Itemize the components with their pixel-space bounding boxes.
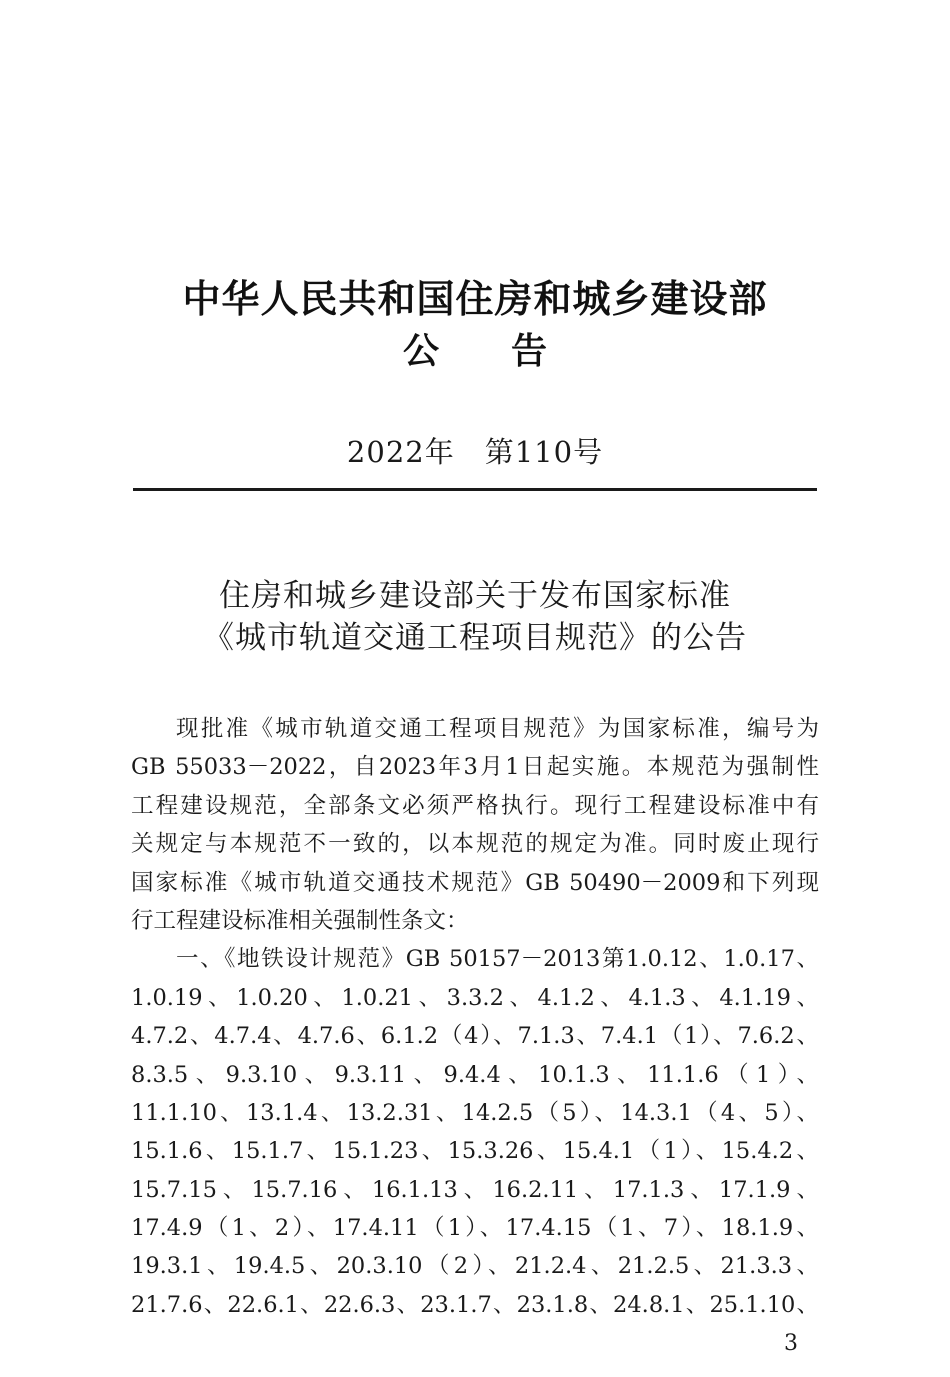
notice-heading: 公告: [402, 331, 619, 372]
page-number: 3: [784, 1331, 798, 1356]
announcement-body: [131, 710, 819, 1324]
issue-number: 2022年 第110号: [346, 435, 604, 469]
announcement-title-line-1: 住房和城乡建设部关于发布国家标准: [219, 578, 731, 614]
paragraph-1-line: 工程建设规范，全部条文必须严格执行。现行工程建设标准中有: [131, 792, 819, 819]
issuing-authority: 中华人民共和国住房和城乡建设部: [182, 277, 768, 321]
paragraph-2-line: 4.7.2、4.7.4、4.7.6、6.1.2（4）、7.1.3、7.4.1（1）、7.6.2、: [131, 1023, 819, 1050]
paragraph-2-line: 一、《地铁设计规范》GB 50157－2013第1.0.12、1.0.17、: [176, 946, 819, 973]
paragraph-1-line: 现批准《城市轨道交通工程项目规范》为国家标准，编号为: [176, 716, 819, 742]
announcement-title: [0, 575, 950, 659]
announcement-title-line-2: 《城市轨道交通工程项目规范》的公告: [203, 620, 747, 656]
paragraph-2-line: 17.4.9（1、2）、17.4.11（1）、17.4.15（1、7）、18.1.9、: [131, 1215, 819, 1242]
paragraph-2-line: 11.1.10、13.1.4、13.2.31、14.2.5（5）、14.3.1（4、5）、: [131, 1099, 819, 1126]
header-divider: [133, 488, 817, 491]
paragraph-2-line: 8.3.5、9.3.10、9.3.11、9.4.4、10.1.3、11.1.6（1）、: [131, 1061, 819, 1088]
paragraph-2-line: 21.7.6、22.6.1、22.6.3、23.1.7、23.1.8、24.8.1、25.1.10、: [131, 1291, 819, 1318]
paragraph-2-line: 19.3.1、19.4.5、20.3.10（2）、21.2.4、21.2.5、21.3.3、: [131, 1253, 819, 1280]
paragraph-2-line: 15.1.6、15.1.7、15.1.23、15.3.26、15.4.1（1）、15.4.2、: [131, 1138, 819, 1165]
paragraph-1-line: GB 55033－2022，自2023年3月1日起实施。本规范为强制性: [131, 754, 819, 781]
paragraph-1-line: 行工程建设标准相关强制性条文：: [131, 907, 469, 934]
paragraph-1-line: 关规定与本规范不一致的，以本规范的规定为准。同时废止现行: [131, 831, 819, 858]
paragraph-2-line: 15.7.15、15.7.16、16.1.13、16.2.11、17.1.3、17.1.9、: [131, 1176, 819, 1203]
paragraph-1-line: 国家标准《城市轨道交通技术规范》GB 50490－2009和下列现: [131, 869, 819, 896]
paragraph-2-line: 1.0.19、1.0.20、1.0.21、3.3.2、4.1.2、4.1.3、4.1.19、: [131, 984, 819, 1011]
